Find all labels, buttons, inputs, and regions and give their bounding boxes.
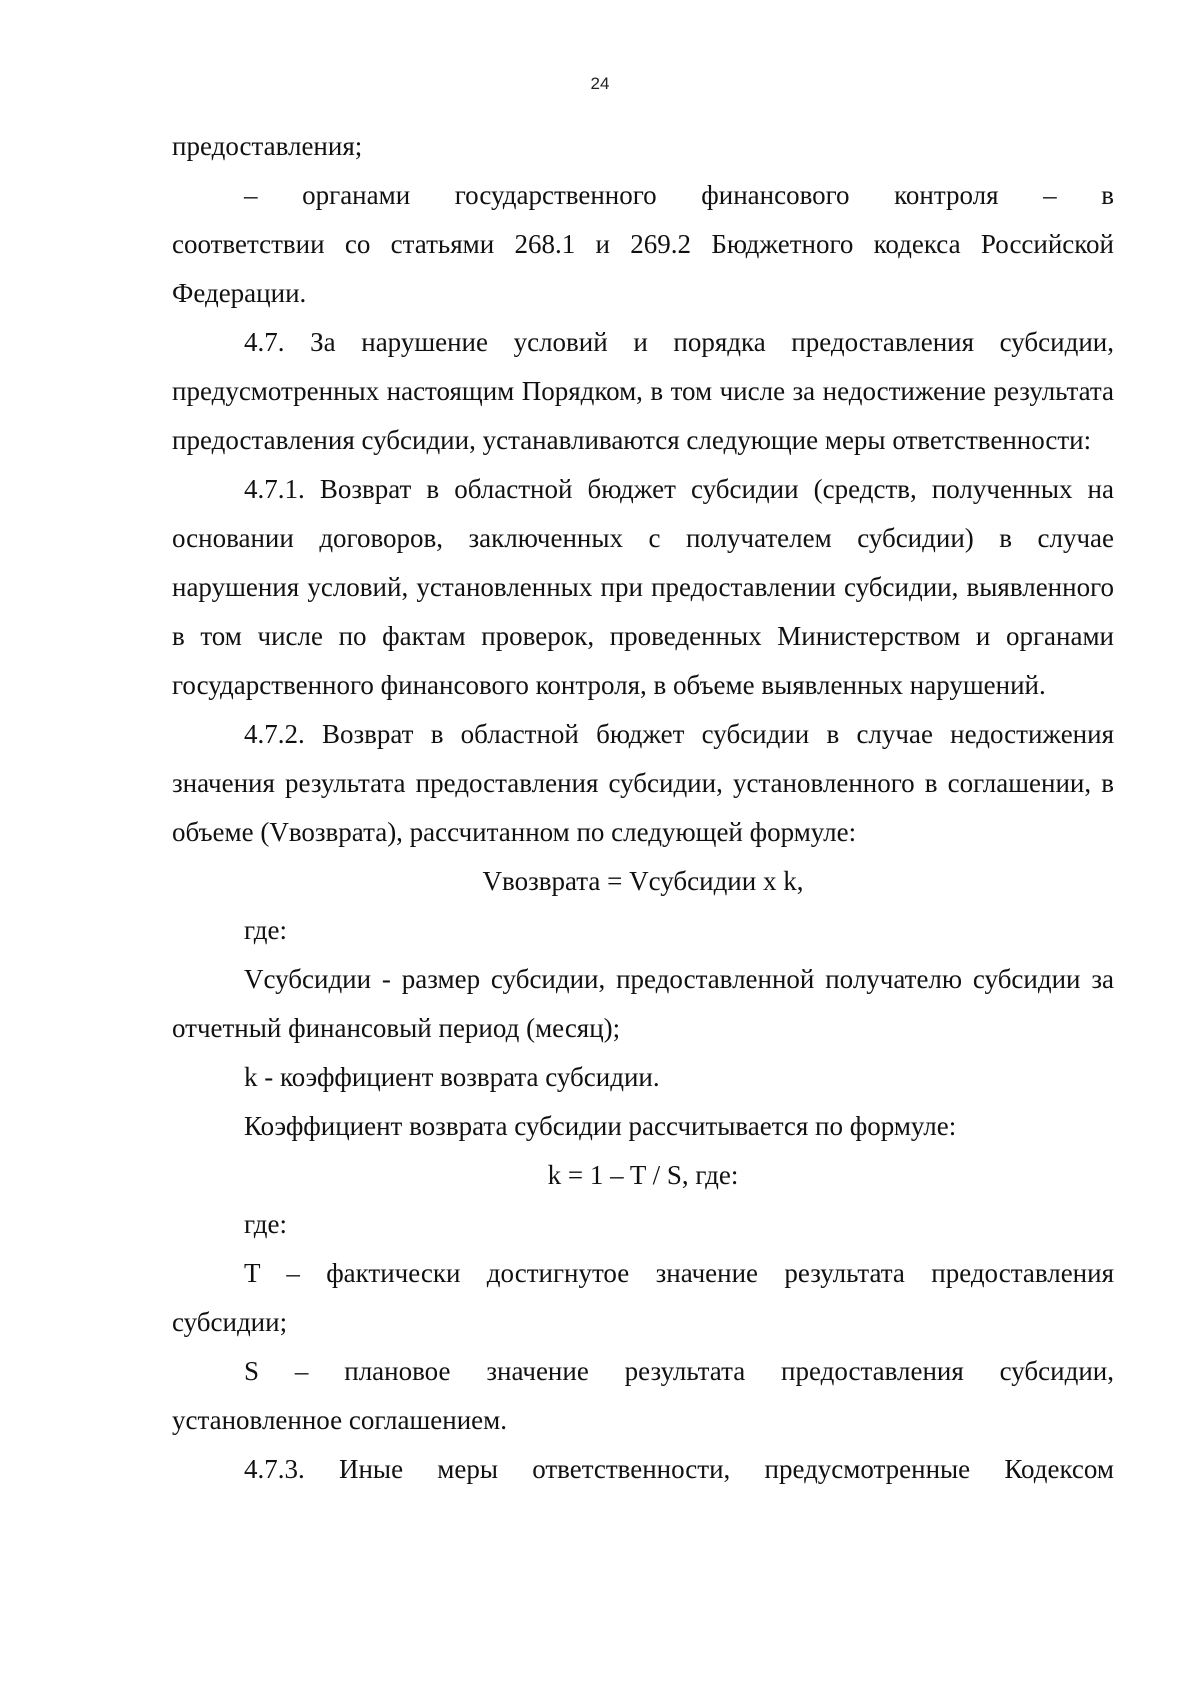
formula-return-volume: Vвозврата = Vсубсидии x k, bbox=[482, 866, 804, 896]
paragraph-coefficient-intro: Коэффициент возврата субсидии рассчитывается по формуле: bbox=[244, 1111, 957, 1141]
paragraph-4-7-3: 4.7.3. Иные меры ответственности, предусмотренные Кодексом bbox=[244, 1454, 1114, 1484]
paragraph-budget-code-reference: соответствии со статьями 268.1 и 269.2 Бюджетного кодекса Российской Федерации. bbox=[172, 229, 1114, 308]
paragraph-continuation: предоставления; bbox=[172, 131, 363, 161]
definition-t: T – фактически достигнутое значение результата предоставления субсидии; bbox=[172, 1258, 1114, 1337]
paragraph-where-2: где: bbox=[244, 1209, 287, 1239]
paragraph-4-7: 4.7. За нарушение условий и порядка предоставления субсидии, предусмотренных настоящим Порядком, в том числе за недостижение результата предоставления субсидии, устанавливаются следующие меры ответственности: bbox=[172, 327, 1114, 455]
paragraph-state-control-bodies: – органами государственного финансового контроля – в bbox=[244, 180, 1114, 210]
paragraph-where-1: где: bbox=[244, 915, 287, 945]
definition-k: k - коэффициент возврата субсидии. bbox=[244, 1062, 660, 1092]
document-body bbox=[172, 122, 1114, 1494]
definition-v-subsidy: Vсубсидии - размер субсидии, предоставленной получателю субсидии за отчетный финансовый период (месяц); bbox=[172, 964, 1114, 1043]
formula-coefficient: k = 1 – T / S, где: bbox=[547, 1160, 739, 1190]
paragraph-4-7-2: 4.7.2. Возврат в областной бюджет субсидии в случае недостижения значения результата предоставления субсидии, установленного в соглашении, в объеме (Vвозврата), рассчитанном по следующей формуле: bbox=[172, 719, 1114, 847]
paragraph-4-7-1: 4.7.1. Возврат в областной бюджет субсидии (средств, полученных на основании договоров, заключенных с получателем субсидии) в случае нарушения условий, установленных при предоставлении субсидии, выявленного в том числе по фактам проверок, проведенных Министерством и органами государственного финансового контроля, в объеме выявленных нарушений. bbox=[172, 474, 1114, 700]
page-number: 24 bbox=[590, 74, 610, 93]
definition-s: S – плановое значение результата предоставления субсидии, установленное соглашением. bbox=[172, 1356, 1114, 1435]
